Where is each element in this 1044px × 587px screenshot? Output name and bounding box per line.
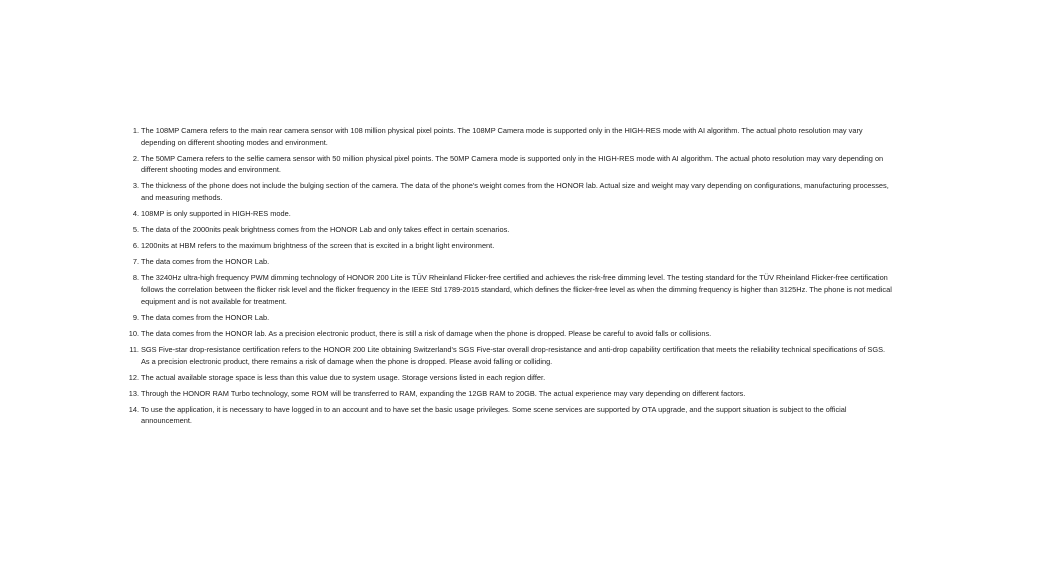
footnote-number: 8. bbox=[132, 273, 139, 283]
footnote-number: 7. bbox=[132, 257, 139, 267]
footnote-9 bbox=[114, 312, 894, 324]
footnote-number: 2. bbox=[132, 153, 139, 163]
footnote-text: The actual available storage space is less than this value due to system usage. Storage versions listed in each region differ. bbox=[141, 372, 546, 382]
footnote-text: The 3240Hz ultra-high frequency PWM dimming technology of HONOR 200 Lite is TÜV Rheinland Flicker-free certified and achieves the risk-free dimming level. The testing standard for the TÜV Rheinland Flicker-free certification follows the correlation between the flicker risk level and the flicker frequency in the IEEE Std 1789-2015 standard, which defines the flicker-free level as when the dimming frequency is higher than 3125Hz. The phone is not medical equipment and is not available for treatment. bbox=[141, 273, 892, 306]
footnote-text: 108MP is only supported in HIGH-RES mode. bbox=[141, 209, 291, 219]
footnote-text: The 108MP Camera refers to the main rear camera sensor with 108 million physical pixel points. The 108MP Camera mode is supported only in the HIGH-RES mode with AI algorithm. The actual photo resolution may vary depending on different shooting modes and environment. bbox=[141, 126, 863, 147]
footnote-text: The data comes from the HONOR lab. As a precision electronic product, there is still a risk of damage when the phone is dropped. Please be careful to avoid falls or collisions. bbox=[141, 328, 712, 338]
footnote-text: The data of the 2000nits peak brightness comes from the HONOR Lab and only takes effect in certain scenarios. bbox=[141, 225, 510, 235]
footnote-number: 13. bbox=[128, 388, 139, 398]
footnote-text: The data comes from the HONOR Lab. bbox=[141, 312, 270, 322]
footnote-10 bbox=[114, 328, 894, 340]
footnote-number: 5. bbox=[132, 225, 139, 235]
footnote-12 bbox=[114, 372, 894, 384]
footnote-11 bbox=[114, 344, 894, 367]
footnote-number: 1. bbox=[132, 126, 139, 135]
footnote-8 bbox=[114, 272, 894, 307]
footnote-text: The thickness of the phone does not include the bulging section of the camera. The data of the phone's weight comes from the HONOR lab. Actual size and weight may vary depending on configurations, manufacturing processes, and measuring methods. bbox=[141, 181, 889, 202]
footnote-number: 11. bbox=[129, 344, 139, 354]
footnote-5 bbox=[114, 224, 894, 236]
footnote-number: 12. bbox=[128, 372, 139, 382]
footnote-text: The 50MP Camera refers to the selfie camera sensor with 50 million physical pixel points. The 50MP Camera mode is supported only in the HIGH-RES mode with AI algorithm. The actual photo resolution may vary depending on different shooting modes and environment. bbox=[141, 153, 884, 175]
footnote-6 bbox=[114, 240, 894, 252]
footnote-number: 6. bbox=[132, 241, 139, 251]
footnote-7 bbox=[114, 256, 894, 268]
footnote-text: 1200nits at HBM refers to the maximum brightness of the screen that is excited in a bright light environment. bbox=[141, 241, 495, 251]
footnote-4 bbox=[114, 208, 894, 220]
footnote-number: 4. bbox=[132, 209, 139, 219]
footnote-number: 9. bbox=[132, 312, 139, 322]
footnote-number: 10. bbox=[128, 328, 139, 338]
disclaimer-list bbox=[114, 125, 894, 431]
footnote-text: Through the HONOR RAM Turbo technology, some ROM will be transferred to RAM, expanding the 12GB RAM to 20GB. The actual experience may vary depending on different factors. bbox=[141, 388, 746, 398]
footnote-text: The data comes from the HONOR Lab. bbox=[141, 257, 270, 267]
footnote-text: SGS Five-star drop-resistance certification refers to the HONOR 200 Lite obtaining Switzerland's SGS Five-star overall drop-resistance and anti-drop capability certification that meets the reliability technical specifications of SGS. As a precision electronic product, there remains a risk of damage when the phone is dropped. Please avoid falling or colliding. bbox=[141, 344, 886, 366]
footnote-2 bbox=[114, 153, 894, 176]
footnote-text: To use the application, it is necessary to have logged in to an account and to have set the basic usage privileges. Some scene services are supported by OTA upgrade, and the support situation is subject to the official announcement. bbox=[141, 404, 847, 426]
footnote-number: 14. bbox=[128, 404, 139, 414]
footnote-14 bbox=[114, 404, 894, 427]
footnote-13 bbox=[114, 388, 894, 400]
footnote-3 bbox=[114, 180, 894, 203]
footnote-number: 3. bbox=[132, 181, 139, 191]
footnote-1 bbox=[114, 125, 894, 148]
